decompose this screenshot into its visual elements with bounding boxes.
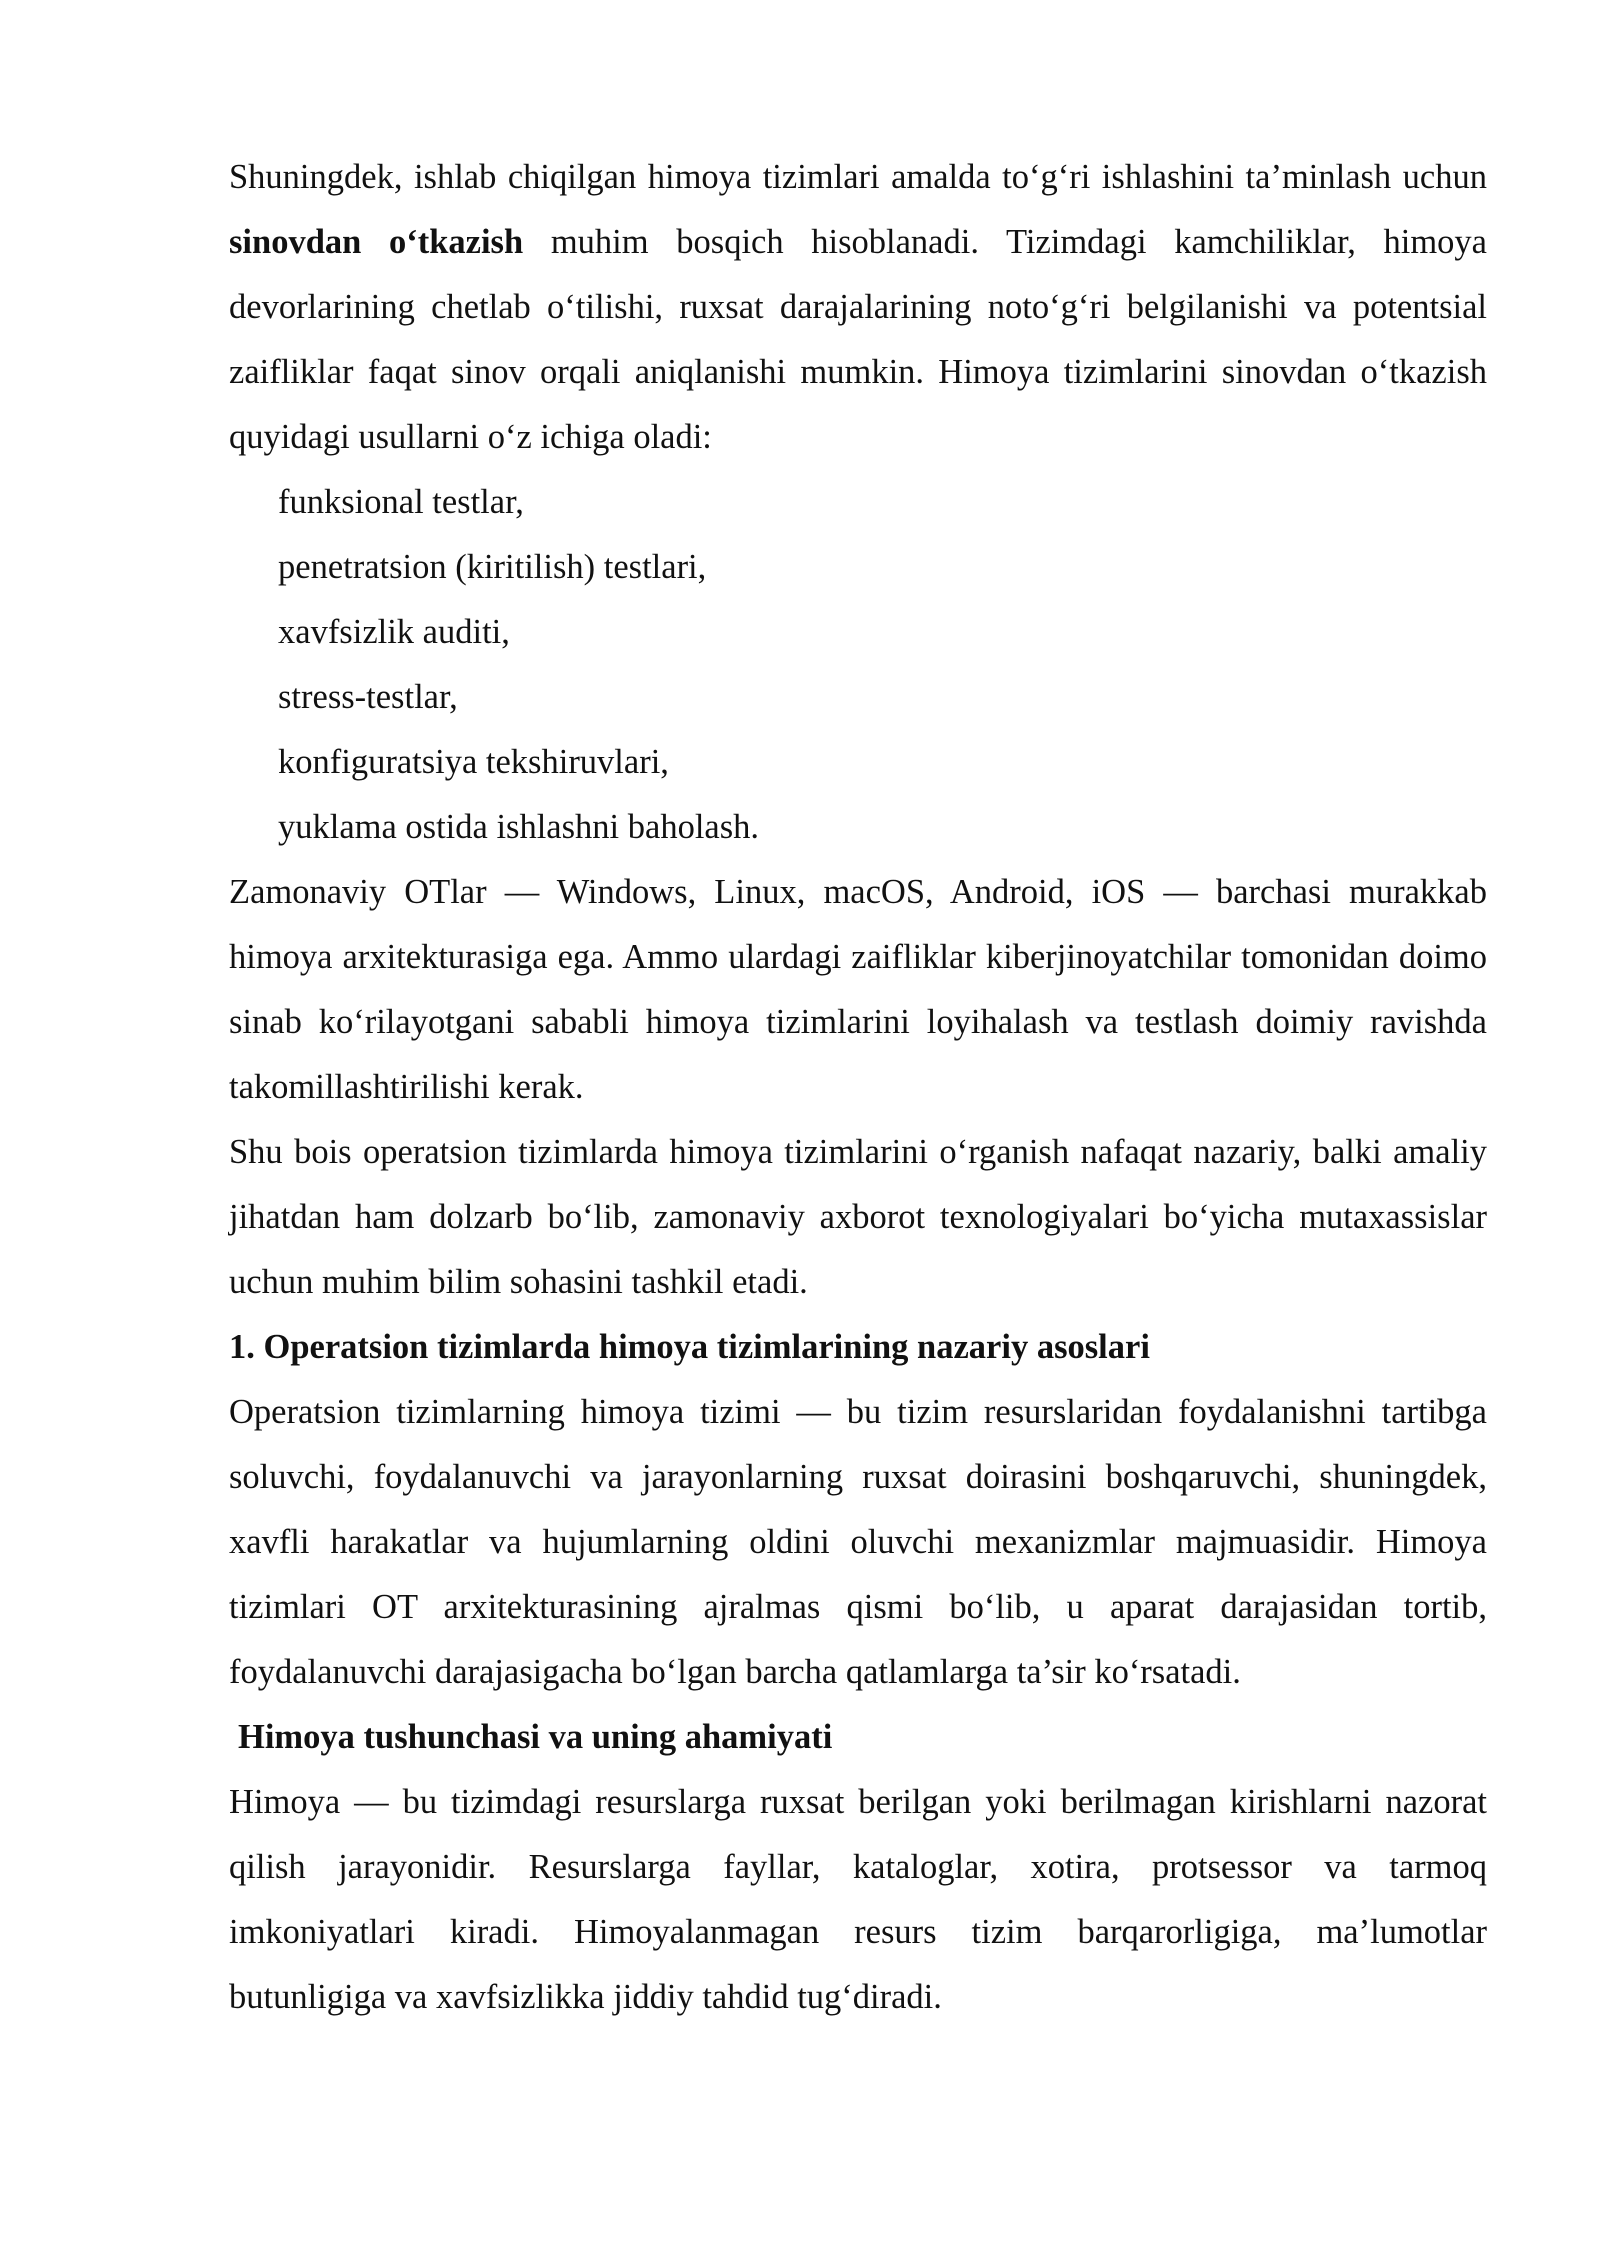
paragraph-modern-os: Zamonaviy OTlar — Windows, Linux, macOS, Android, iOS — barchasi murakkab himoya arxitekturasiga ega. Ammo ulardagi zaifliklar kiberjinoyatchilar tomonidan doimo sinab ko‘rilayotgani sababli himoya tizimlarini loyihalash va testlash doimiy ravishda takomillashtirilishi kerak. — [229, 873, 1487, 1106]
list-item: xavfsizlik auditi, — [278, 613, 510, 651]
list-item: yuklama ostida ishlashni baholash. — [278, 808, 760, 846]
paragraph-protection-concept: Himoya — bu tizimdagi resurslarga ruxsat berilgan yoki berilmagan kirishlarni nazorat qilish jarayonidir. Resurslarga fayllar, kataloglar, xotira, protsessor va tarmoq imkoniyatlari kiradi. Himoyalanmagan resurs tizim barqarorligiga, ma’lumotlar butunligiga va xavfsizlikka jiddiy tahdid tug‘diradi. — [229, 1783, 1487, 2016]
intro-text-end: muhim bosqich hisoblanadi. Tizimdagi kamchiliklar, himoya devorlarining chetlab o‘tilishi, ruxsat darajalarining noto‘g‘ri belgilanishi va potentsial zaifliklar faqat sinov orqali aniqlanishi mumkin. Himoya tizimlarini sinovdan o‘tkazish quyidagi usullarni o‘z ichiga oladi: — [229, 223, 1487, 456]
document-page — [229, 145, 1487, 2030]
subsection-heading: Himoya tushunchasi va uning ahamiyati — [238, 1718, 833, 1756]
testing-methods-list — [229, 470, 1487, 860]
intro-bold-term: sinovdan o‘tkazish — [229, 223, 524, 261]
intro-paragraph-testing — [229, 145, 1487, 470]
intro-text-start: Shuningdek, ishlab chiqilgan himoya tizimlari amalda to‘g‘ri ishlashini ta’minlash uchun — [229, 158, 1487, 196]
list-item: funksional testlar, — [278, 483, 524, 521]
paragraph-relevance: Shu bois operatsion tizimlarda himoya tizimlarini o‘rganish nafaqat nazariy, balki amaliy jihatdan ham dolzarb bo‘lib, zamonaviy axborot texnologiyalari bo‘yicha mutaxassislar uchun muhim bilim sohasini tashkil etadi. — [229, 1133, 1487, 1301]
list-item: stress-testlar, — [278, 678, 458, 716]
list-item: konfiguratsiya tekshiruvlari, — [278, 743, 669, 781]
list-item: penetratsion (kiritilish) testlari, — [278, 548, 707, 586]
section-heading: 1. Operatsion tizimlarda himoya tizimlarining nazariy asoslari — [229, 1328, 1150, 1366]
paragraph-definition: Operatsion tizimlarning himoya tizimi — bu tizim resurslaridan foydalanishni tartibga soluvchi, foydalanuvchi va jarayonlarning ruxsat doirasini boshqaruvchi, shuningdek, xavfli harakatlar va hujumlarning oldini oluvchi mexanizmlar majmuasidir. Himoya tizimlari OT arxitekturasining ajralmas qismi bo‘lib, u aparat darajasidan tortib, foydalanuvchi darajasigacha bo‘lgan barcha qatlamlarga ta’sir ko‘rsatadi. — [229, 1393, 1487, 1691]
